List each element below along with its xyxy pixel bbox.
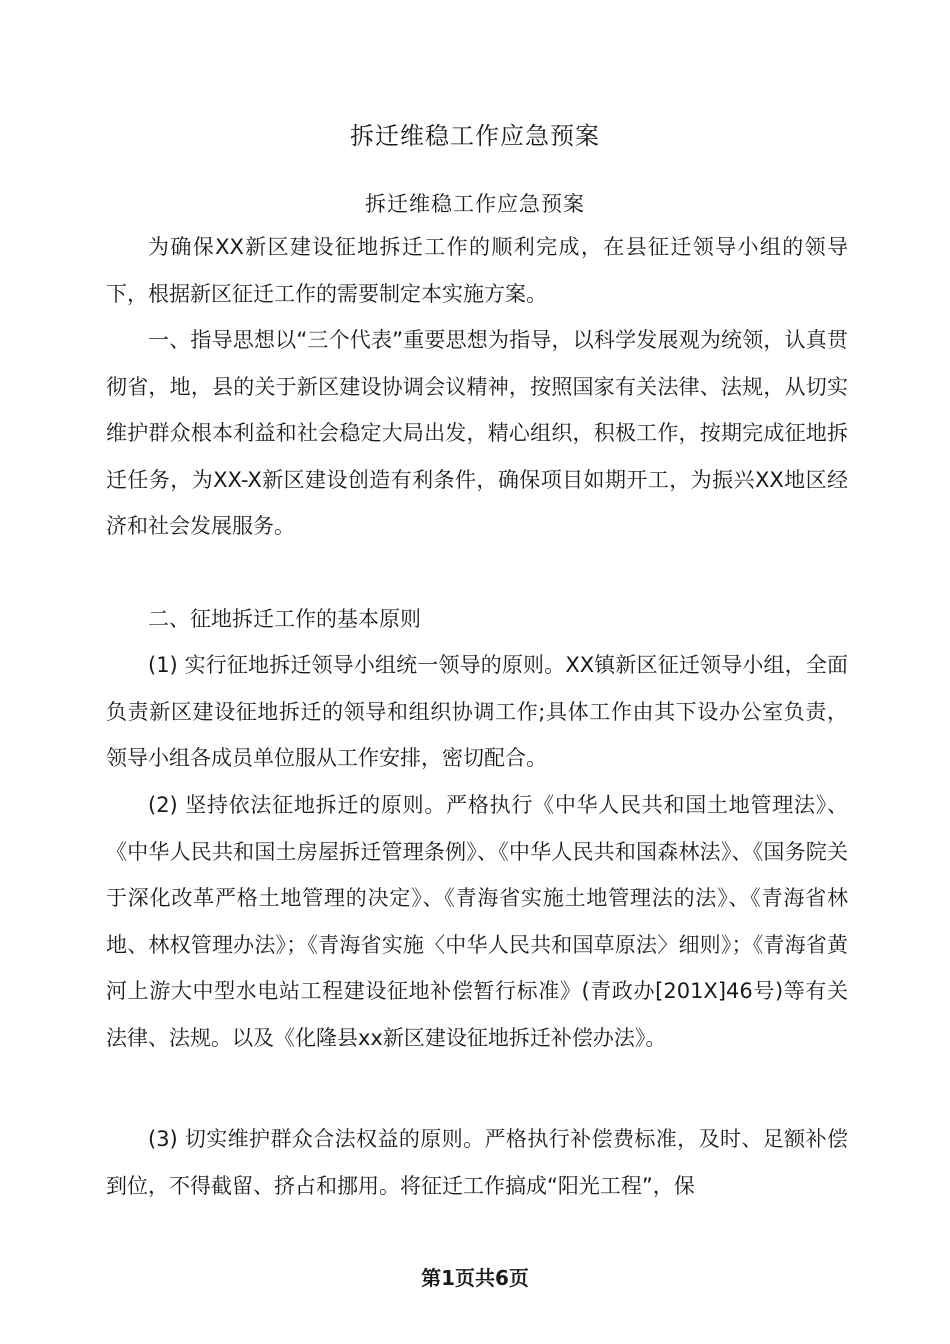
paragraph-intro: 为确保XX新区建设征地拆迁工作的顺利完成，在县征迁领导小组的领导下，根据新区征迁工作的需要制定本实施方案。 <box>106 235 848 306</box>
document-title: 拆迁维稳工作应急预案 <box>350 122 600 150</box>
paragraph-principle-1: (1) 实行征地拆迁领导小组统一领导的原则。XX镇新区征迁领导小组，全面负责新区建设征地拆迁的领导和组织协调工作;具体工作由其下设办公室负责，领导小组各成员单位服从工作安排，密切配合。 <box>106 653 848 770</box>
section-two-heading: 二、征地拆迁工作的基本原则 <box>148 607 421 631</box>
document-subtitle: 拆迁维稳工作应急预案 <box>365 192 585 216</box>
paragraph-principle-2: (2) 坚持依法征地拆迁的原则。严格执行《中华人民共和国土地管理法》、《中华人民共和国土房屋拆迁管理条例》、《中华人民共和国森林法》、《国务院关于深化改革严格土地管理的决定》、《青海省实施土地管理法的法》、《青海省林地、林权管理办法》；《青海省实施〈中华人民共和国草原法〉细则》；《青海省黄河上游大中型水电站工程建设征地补偿暂行标准》(青政办[201X]46号)等有关法律、法规。以及《化隆县xx新区建设征地拆迁补偿办法》。 <box>106 793 848 1050</box>
paragraph-section-one: 一、指导思想以“三个代表”重要思想为指导，以科学发展观为统领，认真贯彻省，地，县的关于新区建设协调会议精神，按照国家有关法律、法规，从切实维护群众根本利益和社会稳定大局出发，精心组织，积极工作，按期完成征地拆迁任务，为XX-X新区建设创造有利条件，确保项目如期开工，为振兴XX地区经济和社会发展服务。 <box>106 328 848 538</box>
paragraph-principle-3: (3) 切实维护群众合法权益的原则。严格执行补偿费标准，及时、足额补偿到位，不得截留、挤占和挪用。将征迁工作搞成“阳光工程”，保 <box>106 1127 848 1198</box>
page-number-footer: 第1页共6页 <box>421 1266 529 1290</box>
